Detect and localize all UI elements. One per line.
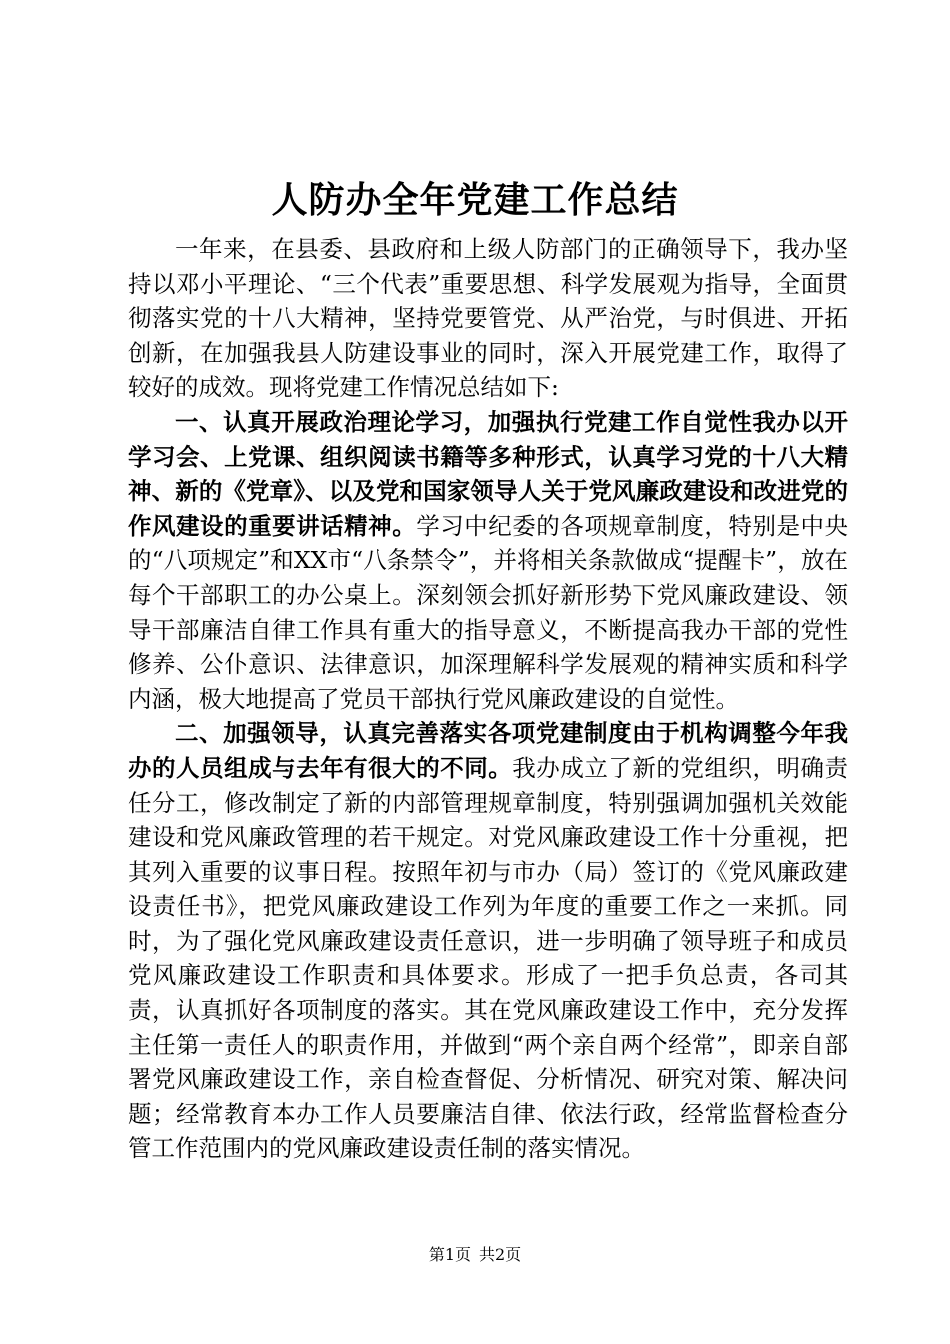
page-footer [0,1245,950,1265]
section-body-2: 我办成立了新的党组织，明确责任分工，修改制定了新的内部管理规章制度，特别强调加强机关效能建设和党风廉政管理的若干规定。对党风廉政建设工作十分重视，把其列入重要的议事日程。按照年初与市办（局）签订的《党风廉政建设责任书》，把党风廉政建设工作列为年度的重要工作之一来抓。同时，为了强化党风廉政建设责任意识，进一步明确了领导班子和成员党风廉政建设工作职责和具体要求。形成了一把手负总责，各司其责，认真抓好各项制度的落实。其在党风廉政建设工作中，充分发挥主任第一责任人的职责作用，并做到“两个亲自两个经常”，即亲自部署党风廉政建设工作，亲自检查督促、分析情况、研究对策、解决问题；经常教育本办工作人员要廉洁自律、依法行政，经常监督检查分管工作范围内的党风廉政建设责任制的落实情况。 [128,753,849,1163]
section-heading-1: 一、认真开展政治理论学习，加强执行党建工作自觉性我办以开学习会、上党课、组织阅读书籍等多种形式，认真学习党的十八大精神、新的《党章》、以及党和国家领导人关于党风廉政建设和改进党的作风建设的重要讲话精神。 [128,407,848,540]
document-title: 人防办全年党建工作总结 [271,179,679,221]
page-number: 第1页 [428,1245,471,1264]
intro-paragraph: 一年来，在县委、县政府和上级人防部门的正确领导下，我办坚持以邓小平理论、“三个代表”重要思想、科学发展观为指导，全面贯彻落实党的十八大精神，坚持党要管党、从严治党，与时俱进、开拓创新，在加强我县人防建设事业的同时，深入开展党建工作，取得了较好的成效。现将党建工作情况总结如下: [128,235,848,402]
section-body-1: 学习中纪委的各项规章制度，特别是中央的“八项规定”和XX市“八条禁令”，并将相关条款做成“提醒卡”，放在每个干部职工的办公桌上。深刻领会抓好新形势下党风廉政建设、领导干部廉洁自律工作具有重大的指导意义，不断提高我办干部的党性修养、公仆意识、法律意识，加深理解科学发展观的精神实质和科学内涵，极大地提高了党员干部执行党风廉政建设的自觉性。 [128,511,849,713]
page-total: 共2页 [479,1245,522,1264]
document-body [128,232,848,1166]
section-paragraph-1 [128,405,848,716]
section-paragraph-2 [128,716,848,1166]
section-heading-2: 二、加强领导，认真完善落实各项党建制度由于机构调整今年我办的人员组成与去年有很大的不同。 [128,719,848,782]
